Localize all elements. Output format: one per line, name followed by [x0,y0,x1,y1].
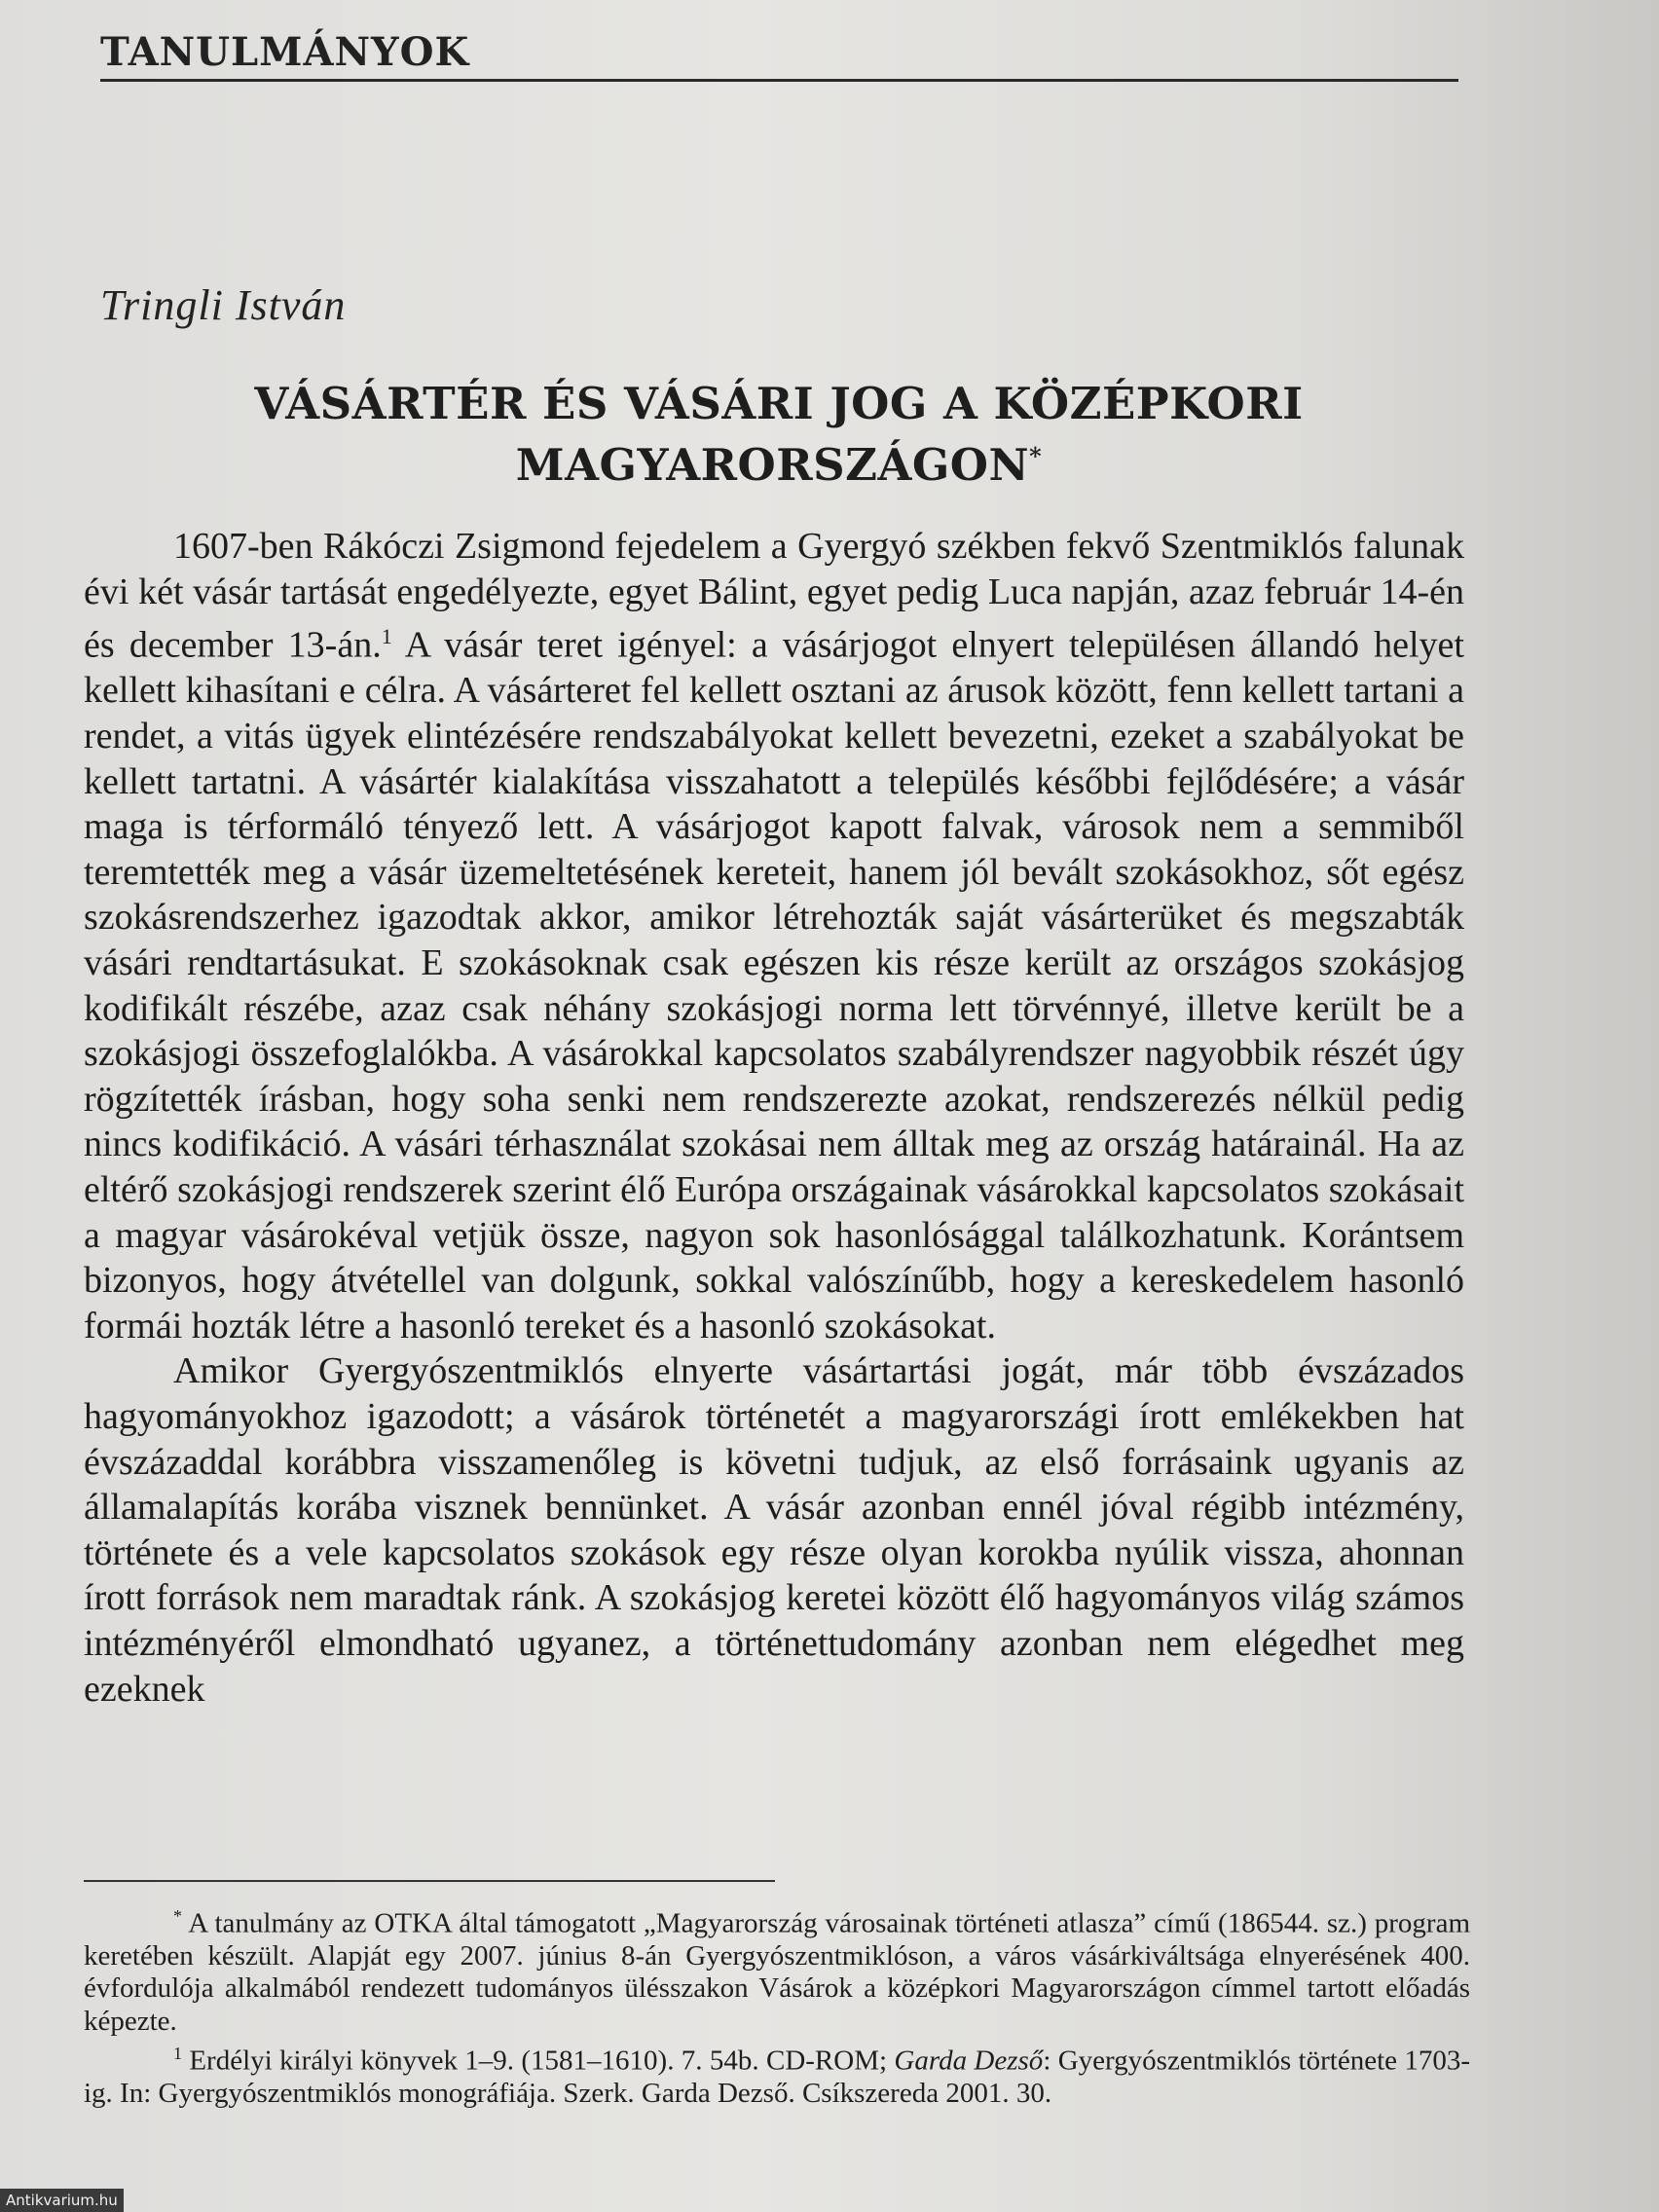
footnotes [84,1900,1470,2110]
footnote-star-text: A tanulmány az OTKA által támogatott „Magyarország városainak történeti atlasza” című (186544. sz.) program keretében készült. Alapját egy 2007. június 8-án Gyergyószentmiklóson, a város vásárkiváltsága elnyerésének 400. évfordulója alkalmából rendezett tudományos ülésszakon Vásárok a középkori Magyarországon címmel tartott előadás képezte. [84,1907,1470,2037]
article-title [146,378,1412,492]
footnote-1 [84,2038,1470,2110]
section-title: TANULMÁNYOK [100,29,470,75]
footnote-divider [84,1880,775,1882]
article-body [84,524,1464,1712]
paragraph [84,524,1464,1348]
footnote-1-marker: 1 [173,2043,182,2063]
paragraph-1-part-b: A vásár teret igényel: a vásárjogot elnyert településen állandó helyet kellett kihasítani e célra. A vásárteret fel kellett osztani az árusok között, fenn kellett tartani a rendet, a vitás ügyek elintézésére rendszabályokat kellett bevezetni, ezeket a szabályokat be kellett tartatni. A vásártér kialakítása visszahatott a település későbbi fejlődésére; a vásár maga is térformáló tényező lett. A vásárjogot kapott falvak, városok nem a semmiből teremtették meg a vásár üzemeltetésének kereteit, hanem jól bevált szokásokhoz, sőt egész szokásrendszerhez igazodtak akkor, amikor létrehozták saját vásárterüket és megszabták vásári rendtartásukat. E szokásoknak csak egészen kis része került az országos szokásjog kodifikált részébe, azaz csak néhány szokásjogi norma lett törvénnyé, illetve került be a szokásjogi összefoglalókba. A vásárokkal kapcsolatos szabályrendszer nagyobbik részét úgy rögzítették írásban, hogy soha senki nem rendszerezte azokat, rendszerezés nélkül pedig nincs kodifikáció. A vásári térhasználat szokásai nem álltak meg az ország határainál. Ha az eltérő szokásjogi rendszerek szerint élő Európa országainak vásárokkal kapcsolatos szokásait a magyar vásárokéval vetjük össze, nagyon sok hasonlósággal találkozhatunk. Korántsem bizonyos, hogy átvétellel van dolgunk, sokkal valószínűbb, hogy a kereskedelem hasonló formái hozták létre a hasonló tereket és a hasonló szokásokat. [84,624,1464,1346]
footnote-star-marker: * [173,1906,182,1926]
footnote-1-author: Garda Dezső [894,2045,1044,2077]
running-header [100,29,1458,82]
article-title-text: VÁSÁRTÉR ÉS VÁSÁRI JOG A KÖZÉPKORI MAGYARORSZÁGON [254,378,1304,491]
footnote-1-text-a: Erdélyi királyi könyvek 1–9. (1581–1610). 7. 54b. CD-ROM; [182,2045,895,2077]
footnote-1-text-b: : Gyergyószentmiklós története 1703-ig. In: Gyergyószentmiklós monográfiája. Szerk. Garda Dezső. Csíkszereda 2001. 30. [84,2045,1470,2109]
watermark: Antikvarium.hu [0,2189,124,2212]
paragraph [84,1348,1464,1712]
title-footnote-marker: * [1029,442,1043,470]
paragraph-1-part-a: 1607-ben Rákóczi Zsigmond fejedelem a Gyergyó székben fekvő Szentmiklós falunak évi két vásár tartását engedélyezte, egyet Bálint, egyet pedig Luca napján, azaz február 14-én és december 13-án. [84,526,1464,666]
footnote-ref-1: 1 [381,624,392,649]
paragraph-2-text: Amikor Gyergyószentmiklós elnyerte vásártartási jogát, már több évszázados hagyományokhoz igazodott; a vásárok történetét a magyarországi írott emlékekben hat évszázaddal korábbra visszamenőleg is követni tudjuk, az első forrásaink ugyanis az államalapítás korába visznek bennünket. A vásár azonban ennél jóval régibb intézmény, története és a vele kapcsolatos szokások egy része olyan korokba nyúlik vissza, ahonnan írott források nem maradtak ránk. A szokásjog keretei között élő hagyományos világ számos intézményéről elmondható ugyanez, a történettudomány azonban nem elégedhet meg ezeknek [84,1350,1464,1710]
footnote-star [84,1900,1470,2038]
article-author: Tringli István [100,281,347,329]
